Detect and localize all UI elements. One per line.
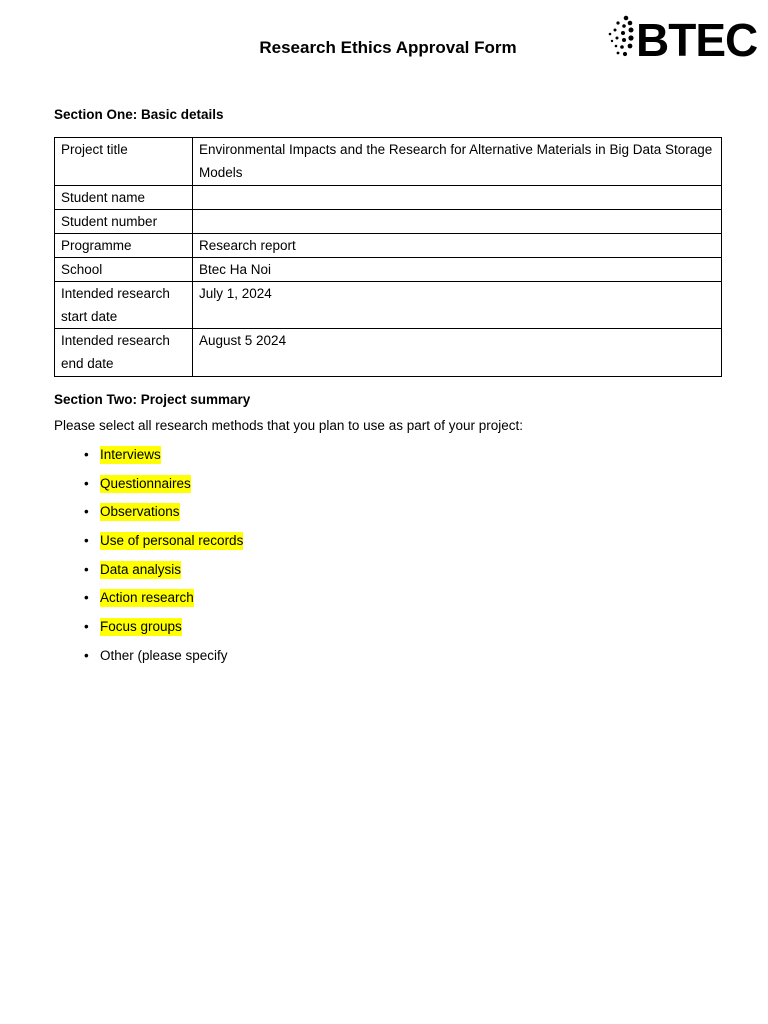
page-title: Research Ethics Approval Form (259, 38, 517, 57)
row-value (193, 186, 722, 210)
list-item (84, 561, 243, 590)
table-row (55, 282, 722, 329)
row-value (193, 210, 722, 234)
basic-details-table (54, 137, 722, 377)
row-value: Research report (193, 234, 722, 258)
table-row (55, 186, 722, 210)
list-item (84, 446, 243, 475)
methods-intro-text: Please select all research methods that you plan to use as part of your project: (54, 418, 524, 433)
list-item (84, 618, 243, 647)
method-label: Other (please specify (100, 647, 228, 663)
row-value: Environmental Impacts and the Research for Alternative Materials in Big Data Storage Models (193, 138, 722, 186)
method-label: Focus groups (100, 619, 182, 635)
section-one-heading: Section One: Basic details (54, 107, 224, 122)
table-row (55, 234, 722, 258)
row-label: Programme (55, 234, 193, 258)
table-row (55, 258, 722, 282)
method-label: Data analysis (100, 561, 182, 577)
bullet: • (84, 533, 89, 549)
row-value: July 1, 2024 (193, 282, 722, 329)
bullet: • (84, 504, 89, 520)
method-label: Action research (100, 590, 194, 606)
list-item (84, 503, 243, 532)
row-label: Project title (55, 138, 193, 186)
table-row (55, 210, 722, 234)
row-label: Intended research start date (55, 282, 193, 329)
row-label: Student name (55, 186, 193, 210)
method-label: Questionnaires (100, 475, 191, 491)
btec-logo (606, 14, 756, 64)
list-item (84, 647, 243, 676)
bullet: • (84, 475, 89, 491)
list-item (84, 589, 243, 618)
row-value: Btec Ha Noi (193, 258, 722, 282)
bullet: • (84, 447, 89, 462)
method-label: Interviews (100, 447, 161, 462)
row-value: August 5 2024 (193, 329, 722, 377)
research-methods-list (84, 446, 243, 676)
logo-text: BTEC (636, 14, 758, 66)
bullet: • (84, 561, 89, 577)
list-item (84, 475, 243, 504)
row-label: School (55, 258, 193, 282)
list-item (84, 532, 243, 561)
table-row (55, 329, 722, 377)
row-label: Student number (55, 210, 193, 234)
section-two-heading: Section Two: Project summary (54, 392, 251, 407)
table-row (55, 138, 722, 186)
logo-dots-icon (606, 14, 636, 60)
row-label: Intended research end date (55, 329, 193, 377)
bullet: • (84, 619, 89, 635)
bullet: • (84, 647, 89, 663)
method-label: Observations (100, 504, 180, 520)
method-label: Use of personal records (100, 533, 244, 549)
bullet: • (84, 590, 89, 606)
